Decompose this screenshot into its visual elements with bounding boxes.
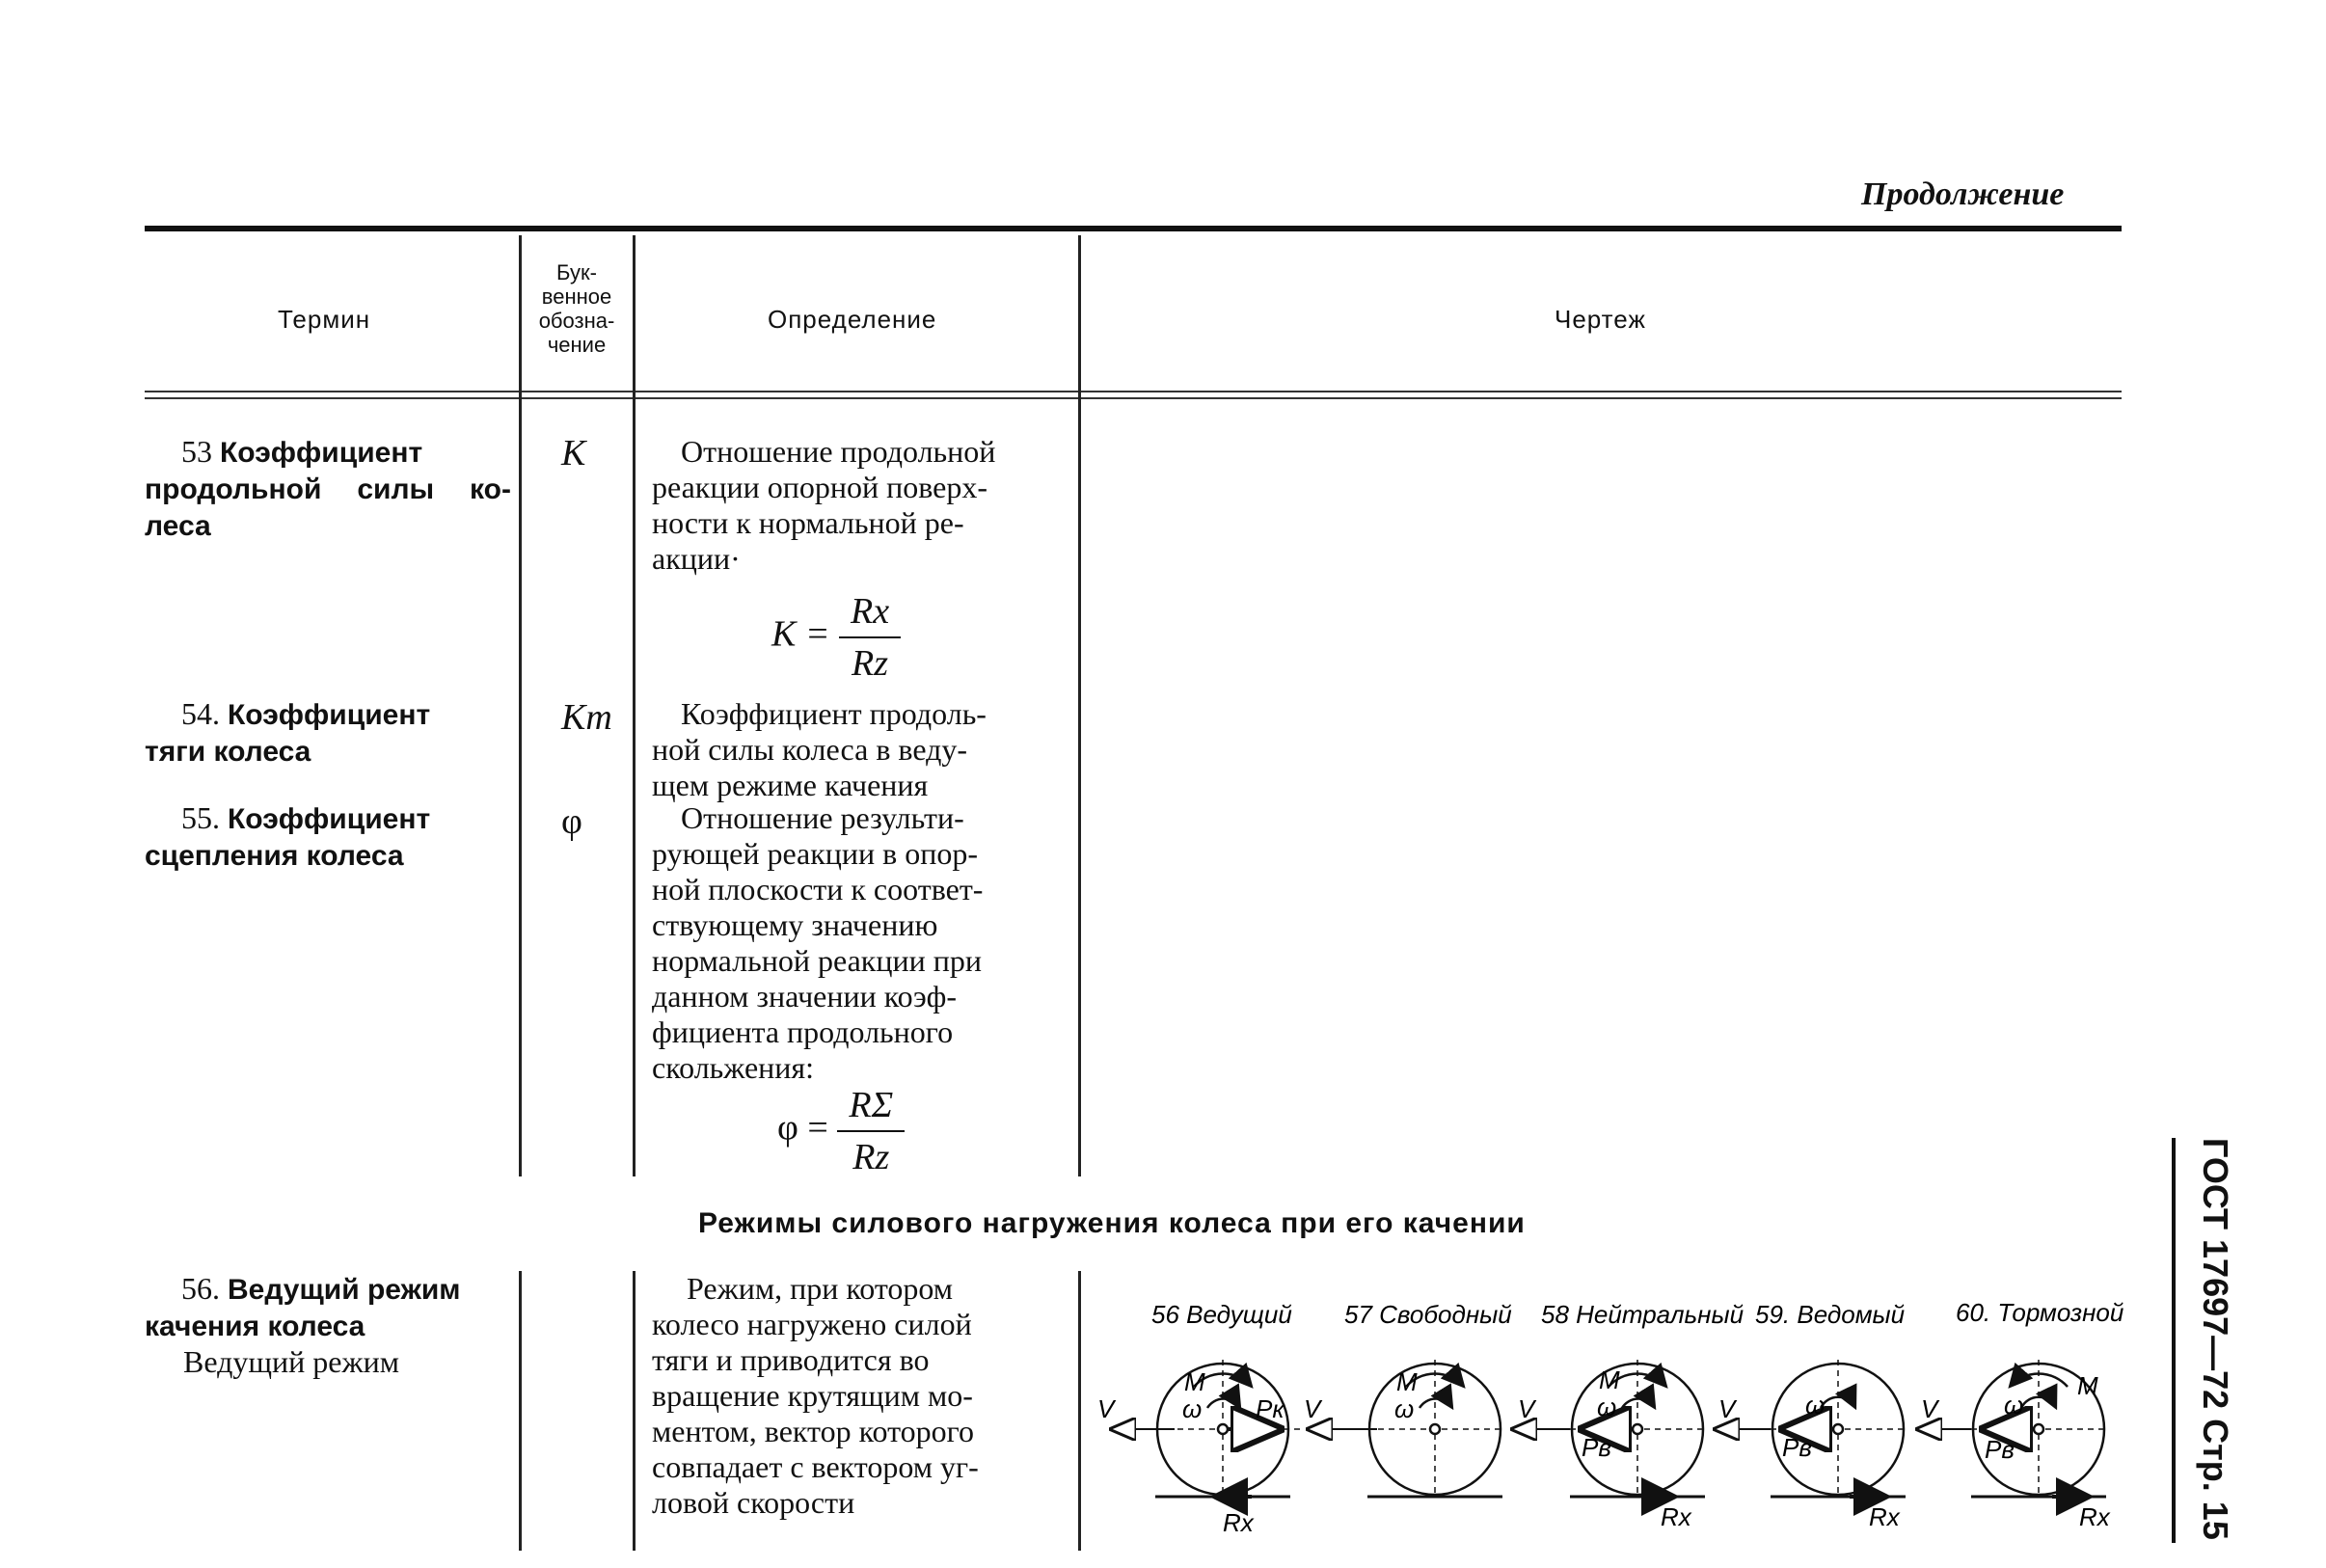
table-head-rule-2 — [145, 397, 2122, 399]
wheel-label-60: 60. Тормозной — [1956, 1298, 2124, 1327]
header-letter: Бук- венное обозна- чение — [538, 260, 615, 357]
definition-56: Режим, при котором колесо нагружено силой тяги и приводится во вращение крутящим мо- ментом, вектор которого совпадает с вектором уг- ловой скорости — [652, 1271, 979, 1520]
table-top-rule — [145, 226, 2122, 231]
term-56: 56. Ведущий режим качения колеса Ведущий режим — [145, 1271, 461, 1379]
side-label-text: ГОСТ 17697—72 Стр. 15 — [2196, 1138, 2235, 1540]
col-line-3b — [1078, 1271, 1081, 1551]
force-label-60: Pв — [1985, 1435, 2015, 1464]
col-line-1b — [519, 1271, 522, 1551]
definition-55: Отношение результи- рующей реакции в опор- ной плоскости к соответ- ствующему значению нормальной реакции при данном значении коэф- фициента продольного скольжения: — [652, 800, 984, 1085]
moment-symbol-56: M — [1184, 1367, 1205, 1396]
wheel-56 — [1111, 1360, 1300, 1497]
rx-label-58: Rx — [1661, 1502, 1691, 1531]
col-line-3 — [1078, 235, 1081, 1176]
wheel-label-59: 59. Ведомый — [1755, 1300, 1906, 1329]
wheel-modes-drawing — [1088, 1273, 2129, 1553]
velocity-label-56: V — [1097, 1394, 1115, 1423]
force-label-58: Pв — [1582, 1433, 1611, 1462]
omega-symbol-58: ω — [1597, 1392, 1617, 1421]
moment-symbol-57: M — [1396, 1367, 1418, 1396]
moment-symbol-58: M — [1599, 1365, 1620, 1394]
rx-label-56: Rx — [1223, 1508, 1254, 1537]
rx-label-59: Rx — [1869, 1502, 1900, 1531]
force-label-56: Pк — [1256, 1394, 1285, 1423]
continuation-label: Продолжение — [1861, 176, 2065, 212]
col-line-2 — [633, 235, 636, 1176]
col-line-2b — [633, 1271, 636, 1551]
velocity-label-60: V — [1921, 1394, 1938, 1423]
term-53: 53 Коэффициент продольной силы ко- леса — [145, 434, 511, 542]
formula-53: K = $\frac{Rx}{Rz}$ — [771, 590, 901, 685]
side-label — [2168, 1138, 2245, 1543]
velocity-label-58: V — [1518, 1394, 1535, 1423]
force-label-59: Pв — [1782, 1433, 1812, 1462]
velocity-label-59: V — [1718, 1394, 1736, 1423]
omega-symbol-57: ω — [1394, 1394, 1415, 1423]
velocity-label-57: V — [1304, 1394, 1321, 1423]
wheel-label-56: 56 Ведущий — [1151, 1300, 1292, 1329]
formula-55: φ = $\frac{R\Sigma}{Rz}$ — [777, 1084, 905, 1178]
section-title: Режимы силового нагружения колеса при его качении — [698, 1207, 1526, 1239]
rx-label-60: Rx — [2079, 1502, 2110, 1531]
omega-symbol-60: ω — [2004, 1391, 2024, 1419]
header-drawing: Чертеж — [1555, 305, 1646, 334]
term-54: 54. Коэффициент тяги колеса — [145, 696, 431, 768]
definition-54: Коэффициент продоль- ной силы колеса в веду- щем режиме качения — [652, 696, 987, 802]
omega-symbol-59: ω — [1805, 1391, 1826, 1419]
header-definition: Определение — [768, 305, 937, 334]
symbol-53: K — [561, 433, 586, 473]
term-55: 55. Коэффициент сцепления колеса — [145, 800, 431, 872]
omega-symbol-56: ω — [1182, 1394, 1203, 1423]
wheel-label-58: 58 Нейтральный — [1541, 1300, 1744, 1329]
col-line-1 — [519, 235, 522, 1176]
moment-symbol-60: M — [2077, 1371, 2098, 1400]
symbol-55: φ — [561, 801, 582, 842]
table-head-rule-1 — [145, 391, 2122, 392]
definition-53: Отношение продольной реакции опорной поверх- ности к нормальной ре- акции· — [652, 434, 996, 576]
symbol-54: Kт — [561, 697, 612, 738]
wheel-59 — [1715, 1360, 1906, 1497]
wheel-label-57: 57 Свободный — [1344, 1300, 1512, 1329]
header-term: Термин — [278, 305, 371, 334]
